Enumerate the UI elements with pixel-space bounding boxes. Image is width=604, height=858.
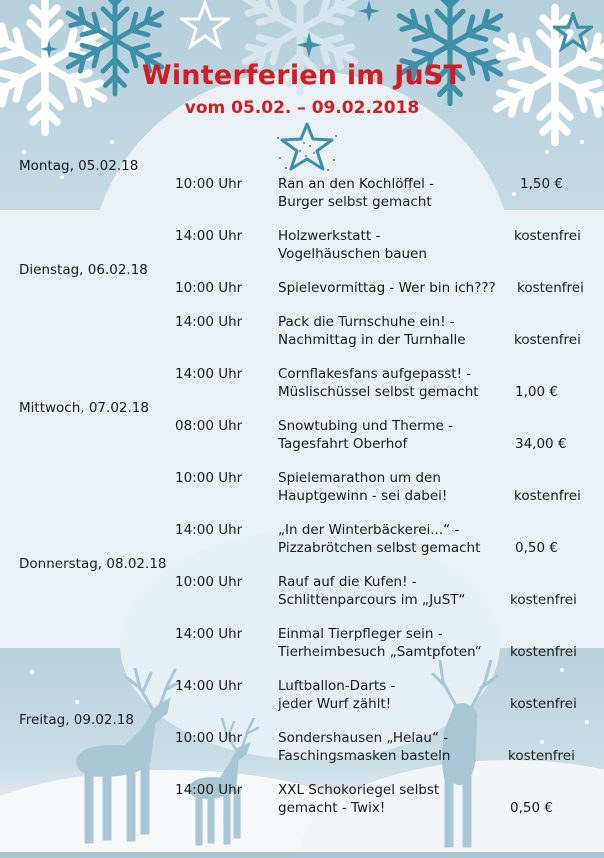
event-title-line2: gemacht - Twix! [278, 800, 386, 816]
event-title-line2: Tagesfahrt Oberhof [278, 436, 408, 452]
snow-dot [580, 140, 584, 144]
event-title-line2: Hauptgewinn - sei dabei! [278, 488, 448, 504]
snow-dot [585, 720, 589, 724]
event-title-line1: Einmal Tierpfleger sein - [278, 626, 443, 642]
event-title-line1: Spielemarathon um den [278, 470, 441, 486]
snow-dot [540, 740, 544, 744]
event-price: kostenfrei [514, 332, 581, 348]
event-time: 10:00 Uhr [175, 730, 243, 746]
event-time: 14:00 Uhr [175, 366, 243, 382]
event-title-line2: Vogelhäuschen bauen [278, 246, 427, 262]
event-title-line1: Holzwerkstatt - [278, 228, 381, 244]
event-price: kostenfrei [517, 280, 584, 296]
star-outline-icon [553, 12, 593, 52]
event-price: kostenfrei [510, 644, 577, 660]
event-title-line2: Müslischüssel selbst gemacht [278, 384, 479, 400]
event-title-line1: Sondershausen „Helau“ - [278, 730, 449, 746]
sparkle-icon [358, 0, 380, 22]
event-price: 0,50 € [515, 540, 558, 556]
event-title-line2: jeder Wurf zählt! [278, 696, 392, 712]
event-price: kostenfrei [514, 228, 581, 244]
event-price: 34,00 € [515, 436, 567, 452]
deer-silhouette [55, 668, 185, 848]
event-price: 0,50 € [510, 800, 553, 816]
event-time: 14:00 Uhr [175, 228, 243, 244]
day-label-tuesday: Dienstag, 06.02.18 [19, 262, 148, 278]
event-title-line1: Snowtubing und Therme - [278, 418, 454, 434]
event-title-line2: Nachmittag in der Turnhalle [278, 332, 466, 348]
event-title-line2: Pizzabrötchen selbst gemacht [278, 540, 481, 556]
event-title-line1: Rauf auf die Kufen! - [278, 574, 417, 590]
day-label-thursday: Donnerstag, 08.02.18 [19, 556, 167, 572]
event-title-line1: Ran an den Kochlöffel - [278, 176, 434, 192]
event-time: 10:00 Uhr [175, 280, 243, 296]
snow-dot [545, 150, 549, 154]
star-icon [276, 118, 338, 176]
snow-dot [22, 150, 26, 154]
event-title-line2: Faschingsmasken basteln [278, 748, 451, 764]
event-title-line1: Cornflakesfans aufgepasst! - [278, 366, 472, 382]
snow-dot [110, 140, 114, 144]
snow-dot [60, 175, 64, 179]
event-price: kostenfrei [508, 748, 575, 764]
event-price: kostenfrei [510, 696, 577, 712]
event-time: 10:00 Uhr [175, 176, 243, 192]
star-outline-icon [180, 0, 230, 50]
event-title-line2: Schlittenparcours im „JuST“ [278, 592, 466, 608]
event-time: 10:00 Uhr [175, 574, 243, 590]
event-time: 14:00 Uhr [175, 678, 243, 694]
page-title: Winterferien im JuST [141, 60, 463, 91]
event-title-line1: Spielevormittag - Wer bin ich??? [278, 280, 496, 296]
event-price: kostenfrei [510, 592, 577, 608]
snow-dot [30, 670, 34, 674]
bottom-border [0, 852, 604, 858]
sparkle-icon [40, 40, 58, 58]
event-title-line1: Luftballon-Darts - [278, 678, 396, 694]
sparkle-icon [296, 32, 322, 58]
event-title-line1: XXL Schokoriegel selbst [278, 782, 440, 798]
event-price: kostenfrei [514, 488, 581, 504]
event-price: 1,50 € [520, 176, 563, 192]
event-time: 14:00 Uhr [175, 522, 243, 538]
day-label-monday: Montag, 05.02.18 [19, 158, 139, 174]
event-title-line1: Pack die Turnschuhe ein! - [278, 314, 455, 330]
snow-dot [560, 668, 564, 672]
event-price: 1,00 € [515, 384, 558, 400]
event-title-line1: „In der Winterbäckerei...“ - [278, 522, 460, 538]
day-label-friday: Freitag, 09.02.18 [19, 712, 134, 728]
snow-dot [512, 192, 516, 196]
event-title-line2: Burger selbst gemacht [278, 194, 432, 210]
event-time: 14:00 Uhr [175, 782, 243, 798]
event-time: 14:00 Uhr [175, 314, 243, 330]
event-title-line2: Tierheimbesuch „Samtpfoten“ [278, 644, 482, 660]
event-time: 14:00 Uhr [175, 626, 243, 642]
day-label-wednesday: Mittwoch, 07.02.18 [19, 400, 149, 416]
event-time: 10:00 Uhr [175, 470, 243, 486]
event-time: 08:00 Uhr [175, 418, 243, 434]
date-range-subtitle: vom 05.02. – 09.02.2018 [184, 98, 420, 118]
